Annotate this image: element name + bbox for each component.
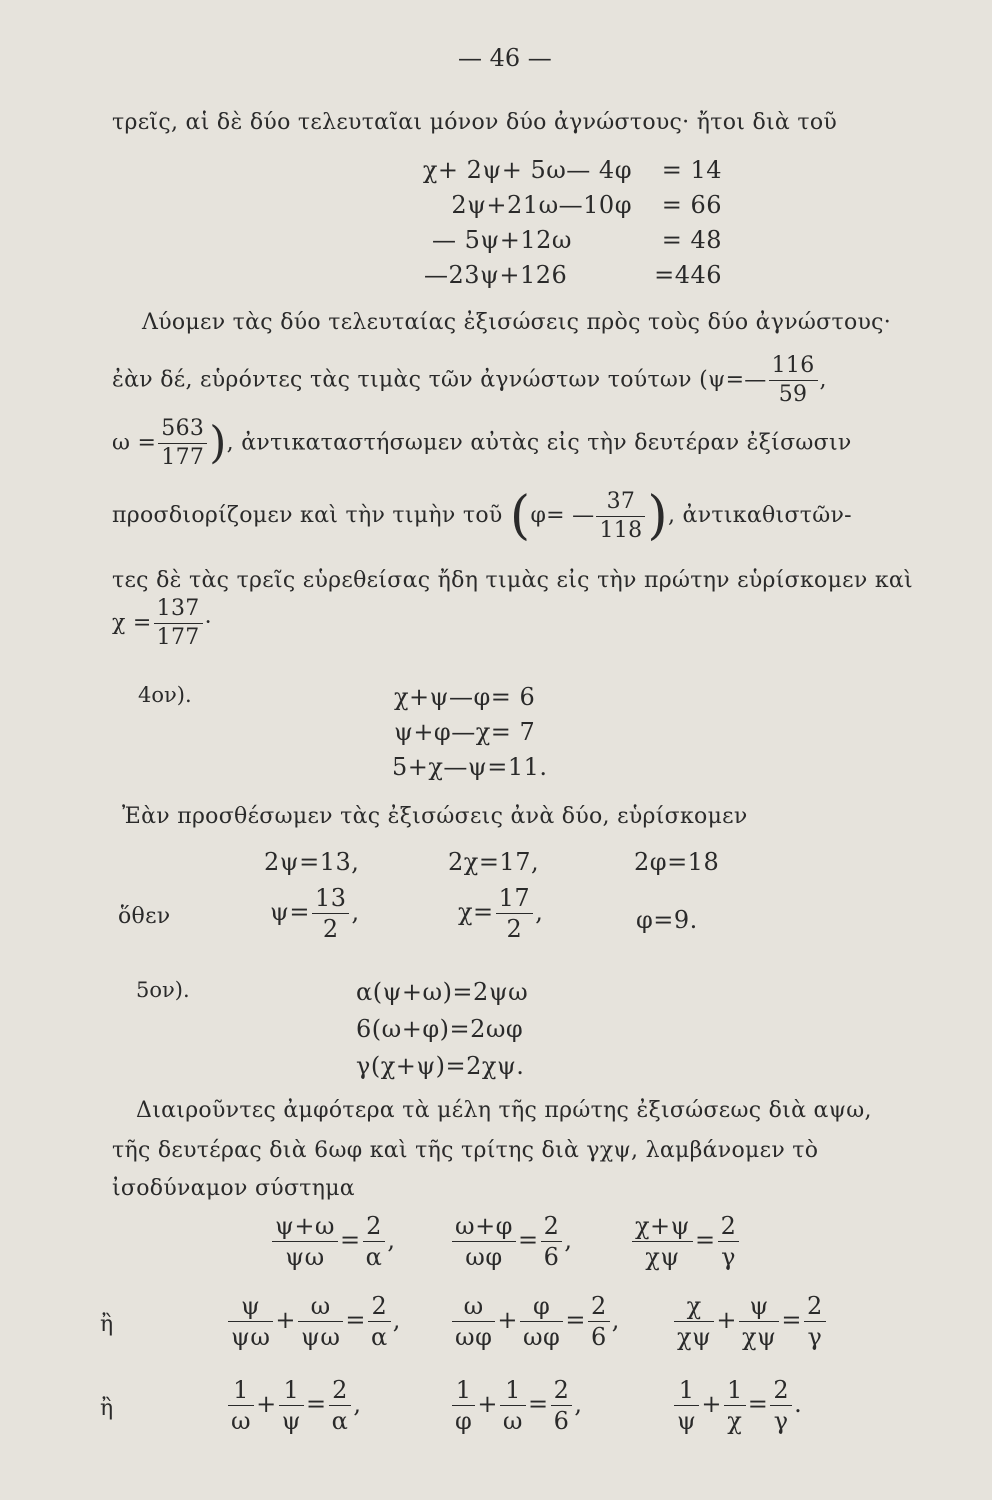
denominator: 59 bbox=[778, 382, 808, 407]
denominator: 177 bbox=[156, 625, 200, 650]
numerator: 2 bbox=[718, 1214, 740, 1242]
equation-system-1 bbox=[382, 152, 722, 292]
plus-sign: + bbox=[701, 1390, 722, 1418]
fraction bbox=[368, 1294, 391, 1349]
numerator: 2 bbox=[329, 1378, 352, 1406]
punctuation: , bbox=[387, 1226, 396, 1254]
equation-row bbox=[382, 152, 722, 187]
numerator: ω bbox=[452, 1294, 495, 1322]
text-fragment: ἐὰν δέ, εὑρόντες τὰς τιμὰς τῶν ἀγνώστων τούτων (ψ=— bbox=[112, 367, 767, 393]
punctuation: , bbox=[819, 367, 827, 393]
numerator: 1 bbox=[724, 1378, 746, 1406]
punctuation: , bbox=[564, 1226, 573, 1254]
numerator: 2 bbox=[804, 1294, 826, 1322]
fraction-chi-value bbox=[154, 598, 203, 649]
fraction bbox=[312, 886, 350, 941]
equation-rhs: = 14 bbox=[661, 155, 722, 184]
equation-lhs: 2ψ+21ω—10φ bbox=[451, 190, 632, 219]
numerator: 116 bbox=[769, 355, 818, 381]
plus-sign: + bbox=[716, 1306, 737, 1334]
equation-lhs: —23ψ+126 bbox=[424, 260, 568, 289]
equation bbox=[672, 1294, 828, 1349]
denominator: ψ bbox=[281, 1407, 302, 1435]
numerator: 2 bbox=[588, 1294, 610, 1322]
fraction bbox=[452, 1214, 516, 1269]
text-fragment: φ= — bbox=[530, 503, 595, 528]
numerator: 1 bbox=[279, 1378, 304, 1406]
numerator: 2 bbox=[363, 1214, 386, 1242]
fraction bbox=[329, 1378, 352, 1433]
text-fragment: χ = bbox=[112, 610, 152, 636]
denominator: φ bbox=[455, 1407, 473, 1435]
denominator: ωφ bbox=[522, 1323, 561, 1351]
fraction bbox=[739, 1294, 779, 1349]
denominator: 118 bbox=[599, 517, 643, 543]
numerator: 2 bbox=[541, 1214, 563, 1242]
numerator: 2 bbox=[770, 1378, 792, 1406]
fraction bbox=[279, 1378, 304, 1433]
numerator: ψ bbox=[739, 1294, 779, 1322]
numerator: ω+φ bbox=[452, 1214, 516, 1242]
equation: 6(ω+φ)=2ωφ bbox=[356, 1015, 524, 1043]
denominator: ψω bbox=[301, 1323, 341, 1351]
fraction-psi-value bbox=[769, 355, 818, 406]
fraction bbox=[551, 1378, 573, 1433]
numerator: 1 bbox=[228, 1378, 254, 1406]
equals-sign: = bbox=[694, 1226, 716, 1254]
denominator: χ bbox=[727, 1407, 743, 1435]
text-fragment: χ= bbox=[458, 898, 494, 926]
punctuation: · bbox=[204, 610, 212, 636]
punctuation: , bbox=[351, 898, 360, 926]
fraction-omega-value bbox=[158, 418, 207, 469]
denominator: γ bbox=[721, 1243, 736, 1271]
word-eta: ἢ bbox=[100, 1312, 114, 1337]
denominator: 2 bbox=[322, 915, 339, 943]
equation: 5+χ—ψ=11. bbox=[392, 753, 548, 781]
punctuation: , bbox=[535, 898, 544, 926]
denominator: γ bbox=[773, 1407, 789, 1435]
denominator: ψ bbox=[677, 1407, 697, 1435]
fraction bbox=[298, 1294, 343, 1349]
plus-sign: + bbox=[477, 1390, 498, 1418]
punctuation: , bbox=[392, 1306, 401, 1334]
paragraph-line-4 bbox=[112, 418, 852, 469]
equation: α(ψ+ω)=2ψω bbox=[356, 978, 529, 1006]
solution-phi: φ=9. bbox=[636, 906, 698, 934]
fraction bbox=[452, 1294, 495, 1349]
equation bbox=[450, 1294, 620, 1349]
denominator: α bbox=[371, 1323, 388, 1351]
punctuation: . bbox=[794, 1390, 803, 1418]
numerator: 17 bbox=[496, 886, 534, 914]
equals-sign: = bbox=[340, 1226, 361, 1254]
paragraph-line-7 bbox=[112, 598, 212, 649]
paragraph-line-6: τες δὲ τὰς τρεῖς εὑρεθείσας ἤδη τιμὰς εἰς τὴν πρώτην εὑρίσκομεν καὶ bbox=[112, 568, 913, 593]
denominator: ωφ bbox=[455, 1323, 493, 1351]
word-hothen: ὅθεν bbox=[118, 904, 171, 929]
numerator: φ bbox=[520, 1294, 563, 1322]
close-paren: ) bbox=[647, 486, 668, 546]
solution-chi bbox=[458, 886, 543, 941]
equation-row bbox=[382, 257, 722, 292]
text-fragment: , ἀντικαθιστῶν- bbox=[667, 503, 852, 528]
numerator: 2 bbox=[551, 1378, 573, 1406]
solution-psi bbox=[270, 886, 360, 941]
fraction bbox=[632, 1214, 693, 1269]
fraction bbox=[770, 1378, 792, 1433]
denominator: 177 bbox=[161, 445, 205, 470]
paragraph-line-8: Ἐὰν προσθέσωμεν τὰς ἐξισώσεις ἀνὰ δύο, εὑρίσκομεν bbox=[122, 804, 748, 829]
numerator: ω bbox=[298, 1294, 343, 1322]
fraction bbox=[541, 1214, 563, 1269]
numerator: 137 bbox=[154, 598, 203, 624]
numerator: 563 bbox=[158, 418, 207, 444]
fraction bbox=[718, 1214, 740, 1269]
equals-sign: = bbox=[306, 1390, 327, 1418]
paragraph-line-2: Λύομεν τὰς δύο τελευταίας ἐξισώσεις πρὸς τοὺς δύο ἀγνώστους· bbox=[142, 310, 892, 335]
denominator: ω bbox=[502, 1407, 523, 1435]
fraction bbox=[500, 1378, 526, 1433]
paragraph-line-1: τρεῖς, αἱ δὲ δύο τελευταῖαι μόνον δύο ἀγνώστους· ἤτοι διὰ τοῦ bbox=[112, 110, 838, 135]
fraction bbox=[228, 1378, 254, 1433]
equals-sign: = bbox=[747, 1390, 769, 1418]
equation: 2χ=17, bbox=[448, 848, 540, 876]
paragraph-line-11: ἰσοδύναμον σύστημα bbox=[112, 1176, 355, 1201]
denominator: ψω bbox=[231, 1323, 271, 1351]
fraction bbox=[674, 1378, 699, 1433]
text-fragment: ω = bbox=[112, 430, 157, 456]
punctuation: , bbox=[611, 1306, 620, 1334]
open-paren: ( bbox=[509, 486, 531, 546]
numerator: 2 bbox=[368, 1294, 391, 1322]
equation bbox=[672, 1378, 802, 1433]
denominator: 6 bbox=[543, 1243, 560, 1271]
fraction bbox=[588, 1294, 610, 1349]
numerator: ψ bbox=[228, 1294, 273, 1322]
denominator: χψ bbox=[741, 1323, 777, 1351]
page-number: — 46 — bbox=[458, 44, 552, 72]
paragraph-line-5 bbox=[112, 486, 852, 546]
example-label-4: 4ον). bbox=[138, 683, 192, 707]
plus-sign: + bbox=[275, 1306, 296, 1334]
equation bbox=[450, 1378, 583, 1433]
equation: ψ+φ—χ= 7 bbox=[394, 718, 536, 746]
equation: 2ψ=13, bbox=[264, 848, 360, 876]
equation-lhs: — 5ψ+12ω bbox=[432, 225, 572, 254]
denominator: 6 bbox=[553, 1407, 570, 1435]
equation-row bbox=[382, 222, 722, 257]
paragraph-line-10: τῆς δευτέρας διὰ 6ωφ καὶ τῆς τρίτης διὰ γχψ, λαμβάνομεν τὸ bbox=[112, 1138, 819, 1163]
fraction bbox=[804, 1294, 826, 1349]
fraction bbox=[228, 1294, 273, 1349]
equation-row bbox=[382, 187, 722, 222]
denominator: χψ bbox=[645, 1243, 680, 1271]
denominator: ω bbox=[231, 1407, 252, 1435]
equation bbox=[630, 1214, 741, 1269]
denominator: 6 bbox=[590, 1323, 607, 1351]
example-label-5: 5ον). bbox=[136, 978, 190, 1002]
fraction-phi-value bbox=[596, 488, 645, 543]
punctuation: , bbox=[574, 1390, 583, 1418]
text-fragment: προσδιορίζομεν καὶ τὴν τιμὴν τοῦ bbox=[112, 503, 503, 528]
equation: γ(χ+ψ)=2χψ. bbox=[356, 1052, 525, 1080]
equals-sign: = bbox=[517, 1226, 539, 1254]
equals-sign: = bbox=[345, 1306, 366, 1334]
paragraph-line-3 bbox=[112, 355, 827, 406]
equation-rhs: = 48 bbox=[661, 225, 722, 254]
numerator: 13 bbox=[312, 886, 350, 914]
denominator: γ bbox=[807, 1323, 823, 1351]
numerator: χ bbox=[674, 1294, 714, 1322]
equals-sign: = bbox=[565, 1306, 586, 1334]
equation bbox=[226, 1378, 361, 1433]
equation bbox=[226, 1294, 401, 1349]
plus-sign: + bbox=[497, 1306, 518, 1334]
fraction bbox=[272, 1214, 338, 1269]
equation bbox=[270, 1214, 395, 1269]
fraction bbox=[674, 1294, 714, 1349]
fraction bbox=[452, 1378, 475, 1433]
fraction bbox=[496, 886, 534, 941]
denominator: 2 bbox=[506, 915, 523, 943]
equation-lhs: χ+ 2ψ+ 5ω— 4φ bbox=[422, 155, 632, 184]
fraction bbox=[724, 1378, 746, 1433]
paragraph-line-9: Διαιροῦντες ἀμφότερα τὰ μέλη τῆς πρώτης ἐξισώσεως διὰ αψω, bbox=[136, 1098, 872, 1123]
equation: χ+ψ—φ= 6 bbox=[394, 683, 536, 711]
close-paren: ) bbox=[209, 417, 227, 469]
word-eta: ἢ bbox=[100, 1396, 114, 1421]
equals-sign: = bbox=[781, 1306, 802, 1334]
denominator: χψ bbox=[677, 1323, 712, 1351]
numerator: 37 bbox=[596, 491, 645, 517]
fraction bbox=[363, 1214, 386, 1269]
text-fragment: ψ= bbox=[270, 898, 310, 926]
equation-rhs: = 66 bbox=[661, 190, 722, 219]
denominator: α bbox=[331, 1407, 349, 1435]
denominator: α bbox=[365, 1243, 383, 1271]
equation bbox=[450, 1214, 573, 1269]
punctuation: , bbox=[353, 1390, 362, 1418]
numerator: χ+ψ bbox=[632, 1214, 693, 1242]
denominator: ωφ bbox=[465, 1243, 503, 1271]
equals-sign: = bbox=[528, 1390, 549, 1418]
numerator: ψ+ω bbox=[272, 1214, 338, 1242]
fraction bbox=[520, 1294, 563, 1349]
equation-rhs: =446 bbox=[654, 260, 722, 289]
numerator: 1 bbox=[452, 1378, 475, 1406]
numerator: 1 bbox=[674, 1378, 699, 1406]
equation: 2φ=18 bbox=[634, 848, 720, 876]
numerator: 1 bbox=[500, 1378, 526, 1406]
denominator: ψω bbox=[285, 1243, 325, 1271]
plus-sign: + bbox=[256, 1390, 277, 1418]
text-fragment: , ἀντικαταστήσωμεν αὐτὰς εἰς τὴν δευτέραν ἐξίσωσιν bbox=[226, 430, 852, 456]
